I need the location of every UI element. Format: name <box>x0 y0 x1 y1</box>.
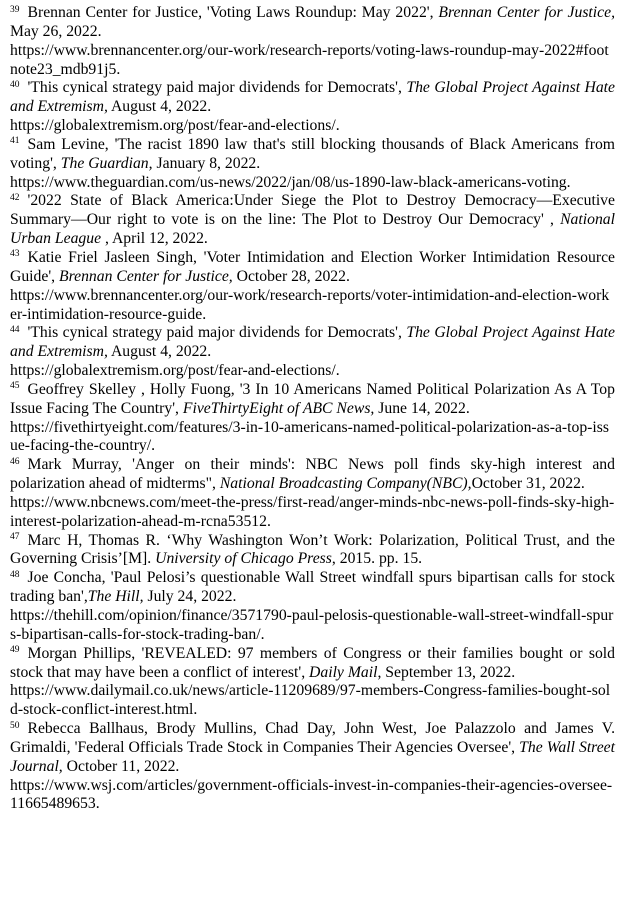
citation-segment: Katie Friel Jasleen Singh, 'Voter Intimidation and Election Worker Intimidation Resource Guide', <box>10 248 615 285</box>
footnote-url: https://globalextremism.org/post/fear-and-elections/. <box>10 117 340 135</box>
citation-segment: 'This cynical strategy paid major dividends for Democrats', <box>27 79 407 97</box>
citation-segment: Joe Concha, 'Paul Pelosi’s questionable Wall Street windfall spurs bipartisan calls for stock trading ban', <box>10 569 615 606</box>
footnote-url: https://fivethirtyeight.com/features/3-in-10-americans-named-political-polarization-as-a-top-issue-facing-the-country/. <box>10 418 609 455</box>
footnote-number: 47 <box>10 532 20 543</box>
footnote-citation <box>10 381 615 417</box>
footnote-item <box>10 4 615 79</box>
footnote-item <box>10 192 615 249</box>
citation-segment: The Global Project Against Hate and Extremism, <box>10 79 615 116</box>
citation-segment: The Hill, <box>87 588 144 606</box>
citation-segment: Geoffrey Skelley , Holly Fuong, '3 In 10 Americans Named Political Polarization As A Top Issue Facing The Country', <box>10 380 615 417</box>
footnote-citation <box>10 136 615 172</box>
citation-segment: Rebecca Ballhaus, Brody Mullins, Chad Day, John West, Joe Palazzolo and James V. Grimaldi, 'Federal Officials Trade Stock in Companies Their Agencies Oversee', <box>10 720 615 756</box>
citation-segment: , 2015. pp. 15. <box>331 550 423 568</box>
citation-segment: University of Chicago Press <box>155 550 332 568</box>
footnote-number: 39 <box>10 4 20 15</box>
citation-segment: Daily Mail <box>309 663 378 681</box>
footnote-item <box>10 381 615 456</box>
footnote-citation <box>10 192 615 247</box>
footnote-item <box>10 324 615 381</box>
citation-segment: Sam Levine, 'The racist 1890 law that's still blocking thousands of Black Americans from voting', <box>10 135 615 172</box>
footnote-item <box>10 79 615 136</box>
citation-segment: 'This cynical strategy paid major dividends for Democrats', <box>27 324 407 342</box>
citation-segment: Mark Murray, 'Anger on their minds': NBC News poll finds sky-high interest and polarization ahead of midterms", <box>10 456 615 493</box>
citation-segment: Brennan Center for Justice, 'Voting Laws Roundup: May 2022', <box>27 4 439 21</box>
footnote-citation <box>10 249 615 285</box>
citation-segment: National Urban League <box>10 211 615 248</box>
citation-segment: October 28, 2022. <box>232 267 350 285</box>
footnote-number: 42 <box>10 192 20 203</box>
footnote-number: 48 <box>10 569 20 580</box>
footnotes-list <box>10 4 615 814</box>
footnote-number: 43 <box>10 249 20 260</box>
citation-segment: August 4, 2022. <box>107 98 212 116</box>
footnote-item <box>10 249 615 324</box>
citation-segment: January 8, 2022. <box>152 154 261 172</box>
footnote-url: https://www.wsj.com/articles/government-officials-invest-in-companies-their-agencies-oversee-11665489653. <box>10 776 613 813</box>
citation-segment: Brennan Center for Justice, <box>438 4 615 21</box>
footnote-url: https://www.brennancenter.org/our-work/research-reports/voter-intimidation-and-election-worker-intimidation-resource-guide. <box>10 286 610 323</box>
citation-segment: Brennan Center for Justice, <box>59 267 233 285</box>
citation-segment: October 31, 2022. <box>471 475 585 493</box>
citation-segment: FiveThirtyEight of ABC News, <box>182 399 375 417</box>
footnote-url: https://thehill.com/opinion/finance/3571790-paul-pelosis-questionable-wall-street-windfall-spurs-bipartisan-calls-for-stock-trading-ban/. <box>10 607 614 643</box>
footnote-item <box>10 569 615 644</box>
citation-segment: Marc H, Thomas R. ‘Why Washington Won’t Work: Polarization, Political Trust, and the Governing Crisis’[M]. <box>10 531 615 568</box>
citation-segment: The Guardian, <box>60 154 153 172</box>
footnote-url: https://www.brennancenter.org/our-work/research-reports/voting-laws-roundup-may-2022#footnote23_mdb91j5. <box>10 41 609 78</box>
footnote-url: https://www.nbcnews.com/meet-the-press/first-read/anger-minds-nbc-news-poll-finds-sky-high-interest-polarization-ahead-m-rcna53512. <box>10 493 615 530</box>
footnote-number: 44 <box>10 324 20 335</box>
citation-segment: July 24, 2022. <box>143 588 237 606</box>
footnote-item <box>10 532 615 570</box>
footnote-citation <box>10 645 615 681</box>
footnote-citation <box>10 79 615 115</box>
citation-segment: June 14, 2022. <box>374 399 470 417</box>
citation-segment: The Wall Street Journal, <box>10 738 615 775</box>
citation-segment: May 26, 2022. <box>10 22 102 40</box>
footnote-item <box>10 645 615 720</box>
footnote-url: https://globalextremism.org/post/fear-and-elections/. <box>10 362 340 380</box>
footnote-item <box>10 456 615 531</box>
footnote-item <box>10 720 615 814</box>
footnote-url: https://www.dailymail.co.uk/news/article-11209689/97-members-Congress-families-bought-sold-stock-conflict-interest.html. <box>10 682 611 719</box>
footnote-number: 46 <box>10 456 20 467</box>
citation-segment: '2022 State of Black America:Under Siege the Plot to Destroy Democracy—Executive Summary—Our right to vote is on the line: The Plot to Destroy Our Democracy' , <box>10 192 615 229</box>
footnote-number: 45 <box>10 381 20 392</box>
footnote-citation <box>10 720 615 775</box>
citation-segment: August 4, 2022. <box>107 343 212 361</box>
citation-segment: , April 12, 2022. <box>101 230 208 248</box>
footnote-number: 40 <box>10 79 20 90</box>
footnote-citation <box>10 456 615 492</box>
footnote-citation <box>10 569 615 605</box>
footnote-citation <box>10 4 615 40</box>
footnote-citation <box>10 532 615 568</box>
citation-segment: National Broadcasting Company(NBC), <box>219 475 472 493</box>
footnote-citation <box>10 324 615 360</box>
citation-segment: , September 13, 2022. <box>377 663 516 681</box>
footnote-url: https://www.theguardian.com/us-news/2022/jan/08/us-1890-law-black-americans-voting. <box>10 173 571 191</box>
footnote-number: 49 <box>10 645 20 656</box>
citation-segment: The Global Project Against Hate and Extremism, <box>10 324 615 361</box>
footnote-number: 41 <box>10 136 20 147</box>
citation-segment: Morgan Phillips, 'REVEALED: 97 members of Congress or their families bought or sold stock that may have been a conflict of interest', <box>10 644 615 681</box>
footnote-number: 50 <box>10 720 20 731</box>
footnote-item <box>10 136 615 193</box>
citation-segment: October 11, 2022. <box>62 757 180 775</box>
